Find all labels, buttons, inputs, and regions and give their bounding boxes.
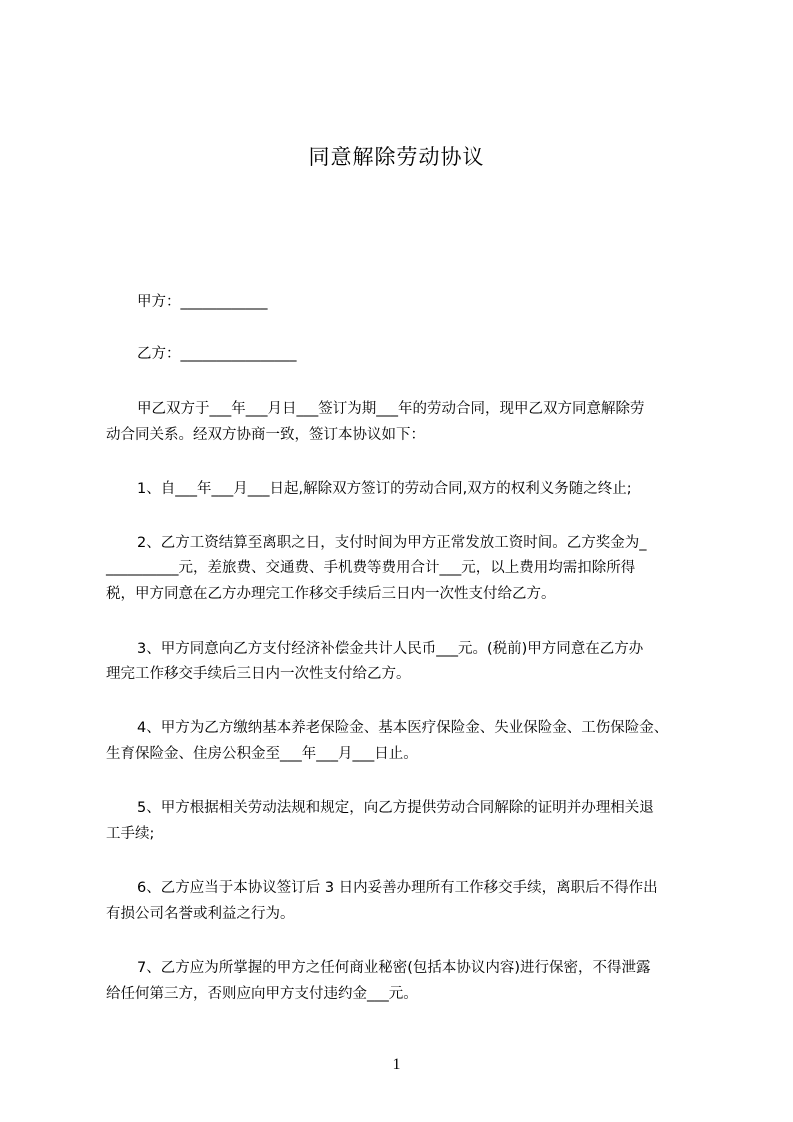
clause-line: 工手续; [106,826,155,842]
clause-line: 生育保险金、住房公积金至___年___月___日止。 [106,746,418,762]
intro-line: 甲乙双方于___年___月日___签订为期___年的劳动合同，现甲乙双方同意解除劳 [137,401,645,417]
party-b-line: 乙方：________________ [137,346,297,362]
clause-line: 3、甲方同意向乙方支付经济补偿金共计人民币___元。(税前)甲方同意在乙方办 [137,641,644,657]
clause-line: 理完工作移交手续后三日内一次性支付给乙方。 [106,666,411,682]
party-a-line: 甲方：____________ [137,294,268,310]
clause-line: 7、乙方应为所掌握的甲方之任何商业秘密(包括本协议内容)进行保密，不得泄露 [137,960,651,976]
document-title: 同意解除劳动协议 [308,145,485,169]
clause-line: 5、甲方根据相关劳动法规和规定，向乙方提供劳动合同解除的证明并办理相关退 [137,800,654,816]
clause-line: 税，甲方同意在乙方办理完工作移交手续后三日内一次性支付给乙方。 [106,586,556,602]
clause-line: 给任何第三方，否则应向甲方支付违约金___元。 [106,986,418,1002]
clause-line: 2、乙方工资结算至离职之日，支付时间为甲方正常发放工资时间。乙方奖金为_ [137,535,647,551]
page-number: 1 [392,1056,401,1073]
clause-line: 4、甲方为乙方缴纳基本养老保险金、基本医疗保险金、失业保险金、工伤保险金、 [137,720,669,736]
clause-line: 1、自___年___月___日起,解除双方签订的劳动合同,双方的权利义务随之终止; [137,481,632,497]
clause-line: 6、乙方应当于本协议签订后 3 日内妥善办理所有工作移交手续，离职后不得作出 [137,880,658,896]
intro-line: 动合同关系。经双方协商一致，签订本协议如下： [106,427,425,443]
clause-line: 有损公司名誉或利益之行为。 [106,906,295,922]
clause-line: __________元，差旅费、交通费、手机费等费用合计___元，以上费用均需扣除所得 [106,560,636,576]
